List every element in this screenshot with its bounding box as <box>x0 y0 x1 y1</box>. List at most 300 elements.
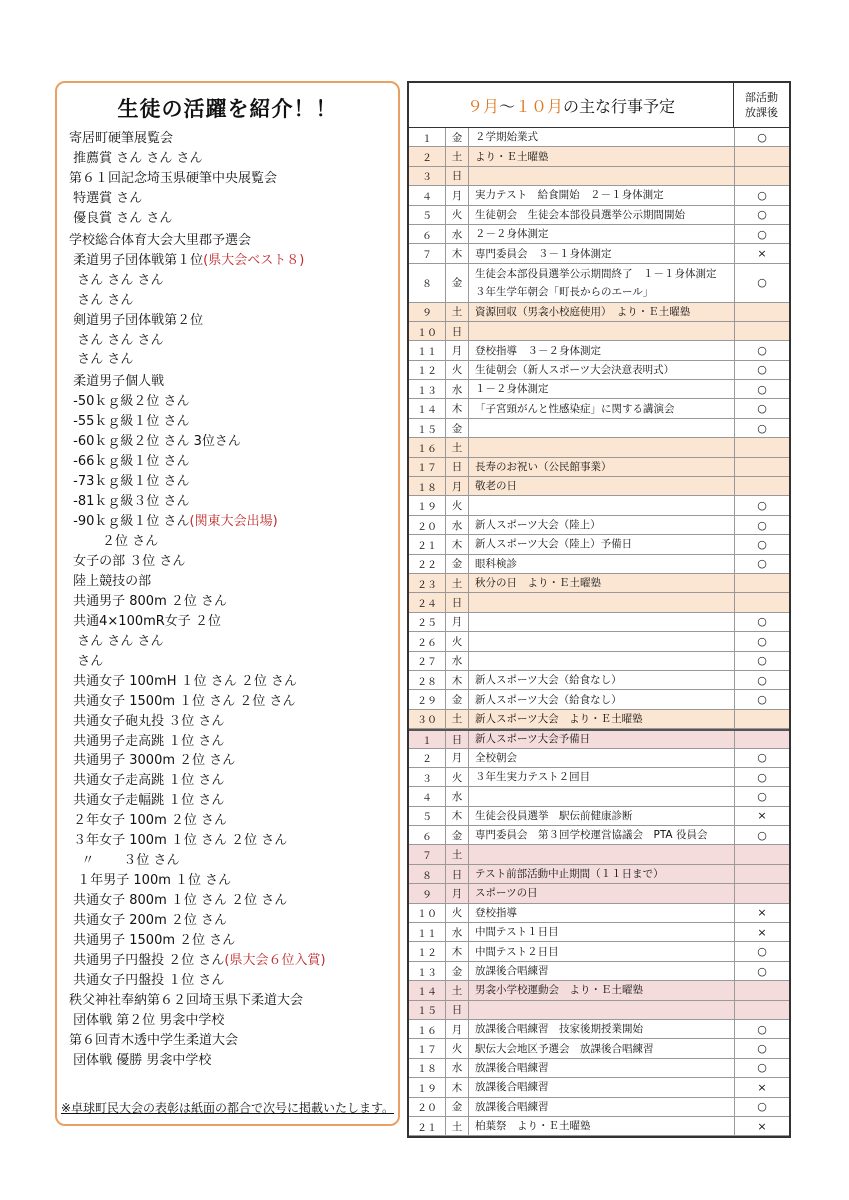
event-text: 実力テスト 給食開始 ２－１身体測定 <box>475 189 664 202</box>
activity-highlight: (県大会６位入賞) <box>224 952 326 968</box>
event-cell <box>469 516 735 534</box>
day-number: ７ <box>409 244 446 262</box>
schedule-row <box>409 380 789 399</box>
schedule-row <box>409 574 789 593</box>
day-number: １７ <box>409 458 446 476</box>
club-mark: ○ <box>757 1042 767 1056</box>
event-text: 新人スポーツ大会（陸上）予備日 <box>475 538 633 551</box>
weekday: 火 <box>446 206 469 224</box>
day-number: １４ <box>409 981 446 999</box>
activity-text: 優良賞 さん さん <box>69 210 173 226</box>
schedule-row <box>409 419 789 438</box>
title-rest: の主な行事予定 <box>563 96 676 116</box>
activity-line <box>69 832 287 850</box>
event-cell <box>469 303 735 321</box>
club-mark <box>735 865 789 883</box>
weekday: 水 <box>446 787 469 805</box>
schedule-row <box>409 206 789 225</box>
schedule-row <box>409 1078 789 1097</box>
day-number: ２７ <box>409 652 446 670</box>
activity-line <box>69 812 227 830</box>
schedule-row <box>409 264 789 303</box>
schedule-rows <box>409 128 789 1136</box>
club-mark: × <box>757 925 767 939</box>
weekday: 日 <box>446 593 469 611</box>
weekday: 月 <box>446 477 469 495</box>
club-mark <box>735 710 789 728</box>
activities-title: 生徒の活躍を紹介！！ <box>117 97 338 121</box>
weekday: 月 <box>446 186 469 204</box>
club-mark: ○ <box>757 673 767 687</box>
event-text: ３年生学年朝会「町長からのエール」 <box>475 285 654 298</box>
weekday: 火 <box>446 361 469 379</box>
day-number: １０ <box>409 322 446 340</box>
activity-text: -66ｋｇ級１位 さん <box>69 454 190 470</box>
event-text: 放課後合唱練習 <box>475 1061 549 1074</box>
weekday: 水 <box>446 516 469 534</box>
schedule-row <box>409 1020 789 1039</box>
activity-line <box>69 150 203 168</box>
event-cell <box>469 1001 735 1019</box>
event-cell <box>469 671 735 689</box>
activity-line <box>69 453 190 471</box>
weekday: 金 <box>446 419 469 437</box>
day-number: ２ <box>409 147 446 165</box>
schedule-row <box>409 438 789 457</box>
event-cell <box>469 593 735 611</box>
event-cell <box>469 1117 735 1135</box>
day-number: ２８ <box>409 671 446 689</box>
club-mark: ○ <box>757 518 767 532</box>
day-number: ９ <box>409 884 446 902</box>
day-number: １１ <box>409 341 446 359</box>
event-cell <box>469 206 735 224</box>
activity-text: -81ｋｇ級３位 さん <box>69 494 190 510</box>
schedule-row <box>409 1039 789 1058</box>
schedule-row <box>409 845 789 864</box>
weekday: 日 <box>446 1001 469 1019</box>
club-mark: ○ <box>757 208 767 222</box>
club-mark: × <box>757 906 767 920</box>
activity-line <box>69 190 142 208</box>
event-cell <box>469 535 735 553</box>
day-number: ４ <box>409 787 446 805</box>
activity-text: 共通4×100mR女子 ２位 <box>69 613 221 629</box>
club-mark <box>735 303 789 321</box>
activity-line <box>69 593 227 611</box>
event-cell <box>469 613 735 631</box>
club-mark: ○ <box>757 1100 767 1114</box>
weekday: 水 <box>446 380 469 398</box>
event-text: 新人スポーツ大会 より・Ｅ土曜塾 <box>475 712 643 725</box>
activity-text: 推薦賞 さん さん さん <box>69 150 203 166</box>
event-text: ２－２身体測定 <box>475 228 549 241</box>
activity-line <box>69 210 172 228</box>
schedule-row <box>409 186 789 205</box>
event-text: 生徒朝会（新人スポーツ大会決意表明式） <box>475 363 675 376</box>
event-text: 駅伝大会地区予選会 放課後合唱練習 <box>475 1042 654 1055</box>
activity-text: 共通男子 800m ２位 さん <box>69 593 228 609</box>
club-mark: ○ <box>757 615 767 629</box>
activity-text: 特選賞 さん <box>69 190 143 206</box>
activity-line <box>69 573 151 591</box>
event-cell <box>469 923 735 941</box>
activity-text: 柔道男子個人戦 <box>69 374 165 390</box>
activity-text: 陸上競技の部 <box>69 573 152 589</box>
activity-line <box>69 292 133 310</box>
activity-text: 団体戦 優勝 男衾中学校 <box>69 1052 212 1068</box>
event-text: 全校朝会 <box>475 751 517 764</box>
club-mark: ○ <box>757 693 767 707</box>
day-number: １８ <box>409 477 446 495</box>
event-cell <box>469 632 735 650</box>
activity-highlight: (県大会ベスト８) <box>203 252 305 268</box>
club-mark: ○ <box>757 421 767 435</box>
schedule-row <box>409 904 789 923</box>
schedule-title <box>409 83 734 127</box>
event-text: 柏葉祭 より・Ｅ土曜塾 <box>475 1120 591 1133</box>
weekday: 水 <box>446 225 469 243</box>
activity-line <box>69 932 235 950</box>
event-text: 生徒朝会 生徒会本部役員選挙公示期間開始 <box>475 208 685 221</box>
event-cell <box>469 477 735 495</box>
day-number: １６ <box>409 1020 446 1038</box>
weekday: 金 <box>446 826 469 844</box>
club-mark <box>735 322 789 340</box>
event-cell <box>469 1039 735 1057</box>
weekday: 土 <box>446 574 469 592</box>
schedule-row <box>409 942 789 961</box>
event-cell <box>469 1078 735 1096</box>
event-text: 長寿のお祝い（公民館事業） <box>475 460 612 473</box>
activity-text: さん さん さん <box>69 272 164 288</box>
club-mark: × <box>757 247 767 261</box>
schedule-table <box>407 81 791 1138</box>
event-cell <box>469 399 735 417</box>
schedule-row <box>409 671 789 690</box>
weekday: 土 <box>446 710 469 728</box>
schedule-row <box>409 1117 789 1136</box>
day-number: １８ <box>409 1059 446 1077</box>
day-number: ２０ <box>409 1098 446 1116</box>
schedule-row <box>409 1059 789 1078</box>
event-cell <box>469 264 735 302</box>
schedule-row <box>409 632 789 651</box>
club-mark <box>735 477 789 495</box>
event-cell <box>469 904 735 922</box>
weekday: 木 <box>446 671 469 689</box>
club-mark: ○ <box>757 402 767 416</box>
club-mark: ○ <box>757 1022 767 1036</box>
weekday: 土 <box>446 147 469 165</box>
weekday: 土 <box>446 438 469 456</box>
day-number: ２１ <box>409 535 446 553</box>
activity-line <box>69 332 164 350</box>
day-number: １３ <box>409 962 446 980</box>
club-mark: ○ <box>757 499 767 513</box>
schedule-row <box>409 555 789 574</box>
activity-text: さん さん <box>69 352 134 368</box>
activity-line <box>69 1012 224 1030</box>
club-mark <box>735 167 789 185</box>
event-cell <box>469 845 735 863</box>
weekday: 木 <box>446 535 469 553</box>
activity-text: 秩父神社奉納第６２回埼玉県下柔道大会 <box>69 992 304 1008</box>
event-cell <box>469 555 735 573</box>
weekday: 金 <box>446 690 469 708</box>
day-number: １９ <box>409 1078 446 1096</box>
day-number: ９ <box>409 303 446 321</box>
club-mark: ○ <box>757 770 767 784</box>
day-number: ３ <box>409 167 446 185</box>
activity-line <box>69 272 164 290</box>
event-cell <box>469 768 735 786</box>
activity-line <box>69 673 297 691</box>
weekday: 日 <box>446 731 469 747</box>
event-cell <box>469 826 735 844</box>
activity-text: さん さん <box>69 292 134 308</box>
club-mark: ○ <box>757 130 767 144</box>
event-text: 新人スポーツ大会（給食なし） <box>475 693 622 706</box>
event-cell <box>469 807 735 825</box>
activity-text: 第６回青木透中学生柔道大会 <box>69 1032 239 1048</box>
event-cell <box>469 865 735 883</box>
day-number: ６ <box>409 225 446 243</box>
weekday: 木 <box>446 399 469 417</box>
club-mark: ○ <box>757 344 767 357</box>
club-mark: ○ <box>757 654 767 668</box>
weekday: 水 <box>446 1059 469 1077</box>
event-cell <box>469 496 735 514</box>
weekday: 木 <box>446 1078 469 1096</box>
schedule-row <box>409 322 789 341</box>
event-cell <box>469 438 735 456</box>
schedule-row <box>409 923 789 942</box>
event-cell <box>469 884 735 902</box>
event-cell <box>469 458 735 476</box>
schedule-row <box>409 361 789 380</box>
event-cell <box>469 1059 735 1077</box>
schedule-row <box>409 690 789 709</box>
activity-line <box>69 232 251 250</box>
weekday: 土 <box>446 1117 469 1135</box>
title-tilde: 〜 <box>498 96 515 116</box>
day-number: １４ <box>409 399 446 417</box>
schedule-row <box>409 729 789 748</box>
event-cell <box>469 361 735 379</box>
club-mark <box>735 1001 789 1019</box>
activity-line <box>69 633 164 651</box>
activity-line <box>69 792 224 810</box>
schedule-row <box>409 593 789 612</box>
activity-text: 共通女子走高跳 １位 さん <box>69 773 225 789</box>
day-number: １ <box>409 128 446 146</box>
event-cell <box>469 787 735 805</box>
activity-text: ３年女子 100m １位 さん ２位 さん <box>69 833 288 849</box>
day-number: ５ <box>409 206 446 224</box>
event-cell <box>469 962 735 980</box>
event-text: 新人スポーツ大会（給食なし） <box>475 674 622 687</box>
weekday: 月 <box>446 1020 469 1038</box>
weekday: 金 <box>446 962 469 980</box>
event-text: １－２身体測定 <box>475 383 549 396</box>
club-mark: ○ <box>757 227 767 241</box>
activity-line <box>69 752 235 770</box>
activity-line <box>69 1052 211 1070</box>
club-mark: ○ <box>757 789 767 803</box>
event-cell <box>469 380 735 398</box>
event-text: 眼科検診 <box>475 557 517 570</box>
activity-text: 共通女子 100mH １位 さん ２位 さん <box>69 673 298 689</box>
weekday: 日 <box>446 322 469 340</box>
weekday: 金 <box>446 1098 469 1116</box>
activity-line <box>69 613 221 631</box>
day-number: １６ <box>409 438 446 456</box>
activity-line <box>69 733 224 751</box>
club-mark <box>735 981 789 999</box>
schedule-row <box>409 458 789 477</box>
event-text: 登校指導 ３－２身体測定 <box>475 344 601 357</box>
schedule-row <box>409 341 789 360</box>
day-number: １２ <box>409 361 446 379</box>
weekday: 土 <box>446 981 469 999</box>
event-text: 新人スポーツ大会（陸上） <box>475 519 601 532</box>
event-text: 新人スポーツ大会予備日 <box>475 733 591 746</box>
title-month-2: １０月 <box>515 96 564 116</box>
event-text: 放課後合唱練習 <box>475 1081 549 1094</box>
activity-text: ２位 さん <box>69 534 159 549</box>
event-cell <box>469 186 735 204</box>
schedule-row <box>409 884 789 903</box>
event-cell <box>469 244 735 262</box>
weekday: 月 <box>446 613 469 631</box>
weekday: 火 <box>446 1039 469 1057</box>
event-cell <box>469 225 735 243</box>
activity-line <box>69 713 224 731</box>
event-text: 男衾小学校運動会 より・Ｅ土曜塾 <box>475 984 643 997</box>
event-cell <box>469 322 735 340</box>
event-text: スポーツの日 <box>475 887 538 900</box>
event-text: 放課後合唱練習 <box>475 1100 549 1113</box>
day-number: ４ <box>409 186 446 204</box>
day-number: ２５ <box>409 613 446 631</box>
club-mark: ○ <box>757 188 767 202</box>
schedule-row <box>409 787 789 806</box>
day-number: ２０ <box>409 516 446 534</box>
event-text: より・Ｅ土曜塾 <box>475 150 549 163</box>
event-text: 専門委員会 ３－１身体測定 <box>475 247 612 260</box>
event-text: 秋分の日 より・Ｅ土曜塾 <box>475 577 601 590</box>
event-cell <box>469 147 735 165</box>
activity-line <box>69 312 203 330</box>
event-text: 中間テスト２日目 <box>475 945 559 958</box>
event-cell <box>469 710 735 728</box>
event-cell <box>469 690 735 708</box>
event-cell <box>469 749 735 767</box>
activity-text: 柔道男子団体戦第１位 <box>69 252 204 268</box>
schedule-row <box>409 962 789 981</box>
activity-text: 共通男子 3000m ２位 さん <box>69 753 236 769</box>
day-number: ２３ <box>409 574 446 592</box>
activity-text: 共通女子 1500m １位 さん ２位 さん <box>69 693 296 709</box>
day-number: ８ <box>409 264 446 302</box>
weekday: 火 <box>446 632 469 650</box>
weekday: 日 <box>446 865 469 883</box>
schedule-row <box>409 710 789 729</box>
schedule-row <box>409 613 789 632</box>
weekday: 金 <box>446 264 469 302</box>
event-text: 登校指導 <box>475 906 517 919</box>
event-text: 放課後合唱練習 <box>475 965 549 977</box>
day-number: １２ <box>409 942 446 960</box>
day-number: ２２ <box>409 555 446 573</box>
event-text: 中間テスト１日目 <box>475 926 559 939</box>
weekday: 火 <box>446 496 469 514</box>
club-mark <box>735 438 789 456</box>
club-activity-header <box>734 83 789 127</box>
event-cell <box>469 341 735 359</box>
club-mark: ○ <box>757 828 767 842</box>
activity-text: 寄居町硬筆展覧会 <box>69 131 174 146</box>
weekday: 月 <box>446 884 469 902</box>
activity-line <box>69 892 287 910</box>
weekday: 木 <box>446 244 469 262</box>
activity-line <box>69 433 241 451</box>
schedule-row <box>409 865 789 884</box>
schedule-row <box>409 496 789 515</box>
activity-text: -50ｋｇ級２位 さん <box>69 394 190 410</box>
schedule-row <box>409 167 789 186</box>
activity-text: -60ｋｇ級２位 さん 3位さん <box>69 434 241 450</box>
activity-text: 共通女子 200m ２位 さん <box>69 913 228 929</box>
club-mark <box>735 147 789 165</box>
day-number: １３ <box>409 380 446 398</box>
day-number: ３０ <box>409 710 446 728</box>
day-number: ２６ <box>409 632 446 650</box>
event-cell <box>469 1098 735 1116</box>
weekday: 土 <box>446 303 469 321</box>
event-text: 放課後合唱練習 技家後期授業開始 <box>475 1023 643 1036</box>
day-number: ７ <box>409 845 446 863</box>
activity-line <box>69 772 224 790</box>
weekday: 金 <box>446 555 469 573</box>
activity-line <box>69 952 326 970</box>
activity-highlight: (関東大会出場) <box>189 514 278 530</box>
activity-line <box>69 553 185 571</box>
activities-panel <box>55 81 400 1126</box>
club-mark <box>735 458 789 476</box>
activity-line <box>69 1032 238 1050</box>
day-number: ２１ <box>409 1117 446 1135</box>
event-cell <box>469 419 735 437</box>
activity-line <box>69 992 303 1010</box>
activity-text: 共通男子円盤投 ２位 さん <box>69 952 225 968</box>
club-mark: ○ <box>757 382 767 396</box>
activity-line <box>69 130 173 148</box>
club-mark: × <box>757 809 767 823</box>
activity-text: 共通男子走高跳 １位 さん <box>69 733 225 749</box>
activity-text: 共通女子 800m １位 さん ２位 さん <box>69 893 288 909</box>
day-number: １９ <box>409 496 446 514</box>
activity-line <box>69 513 278 531</box>
club-mark: × <box>757 1080 767 1094</box>
weekday: 月 <box>446 341 469 359</box>
club-mark <box>735 731 789 747</box>
club-mark <box>735 845 789 863</box>
club-mark: ○ <box>757 634 767 648</box>
activity-text: 共通女子走幅跳 １位 さん <box>69 793 225 809</box>
activity-text: 学校総合体育大会大里郡予選会 <box>69 232 252 248</box>
